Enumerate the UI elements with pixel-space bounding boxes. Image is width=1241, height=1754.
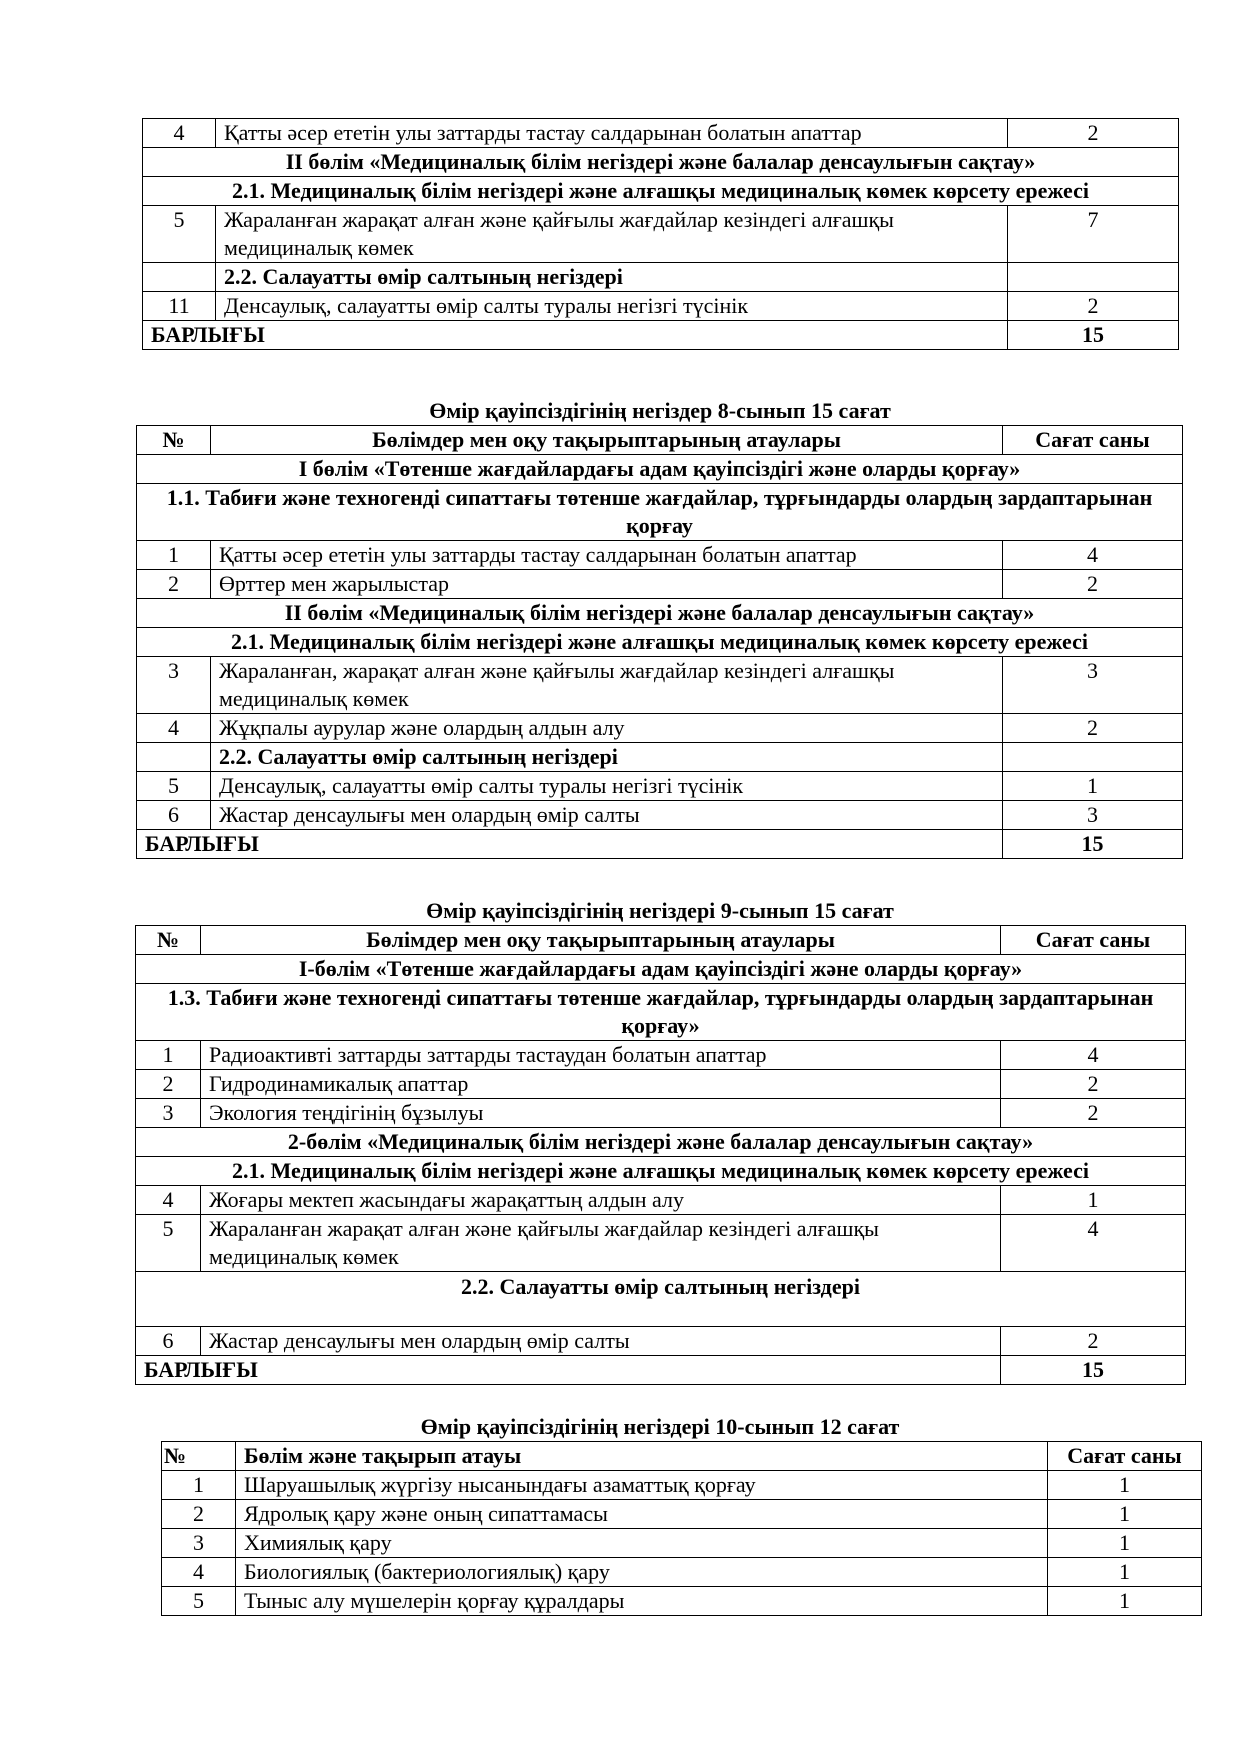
section-title: 1.3. Табиғи және техногенді сипаттағы төтенше жағдайлар, тұрғындарды олардың зардаптарынан қорғау» [136, 984, 1186, 1041]
total-value: 15 [1003, 830, 1183, 859]
row-number: 5 [136, 1215, 201, 1272]
row-number: 2 [137, 570, 211, 599]
row-number: 5 [162, 1587, 236, 1616]
row-topic: Қатты әсер ететін улы заттарды тастау салдарынан болатын апаттар [216, 119, 1008, 148]
grade10-caption: Өмір қауіпсіздігінің негіздері 10-сынып 12 сағат [420, 1414, 900, 1439]
table-row [137, 772, 1183, 801]
table-row [162, 1558, 1202, 1587]
section-title: 1.1. Табиғи және техногенді сипаттағы төтенше жағдайлар, тұрғындарды олардың зардаптарынан қорғау [137, 484, 1183, 541]
row-hours: 4 [1003, 541, 1183, 570]
row-topic: Жоғары мектеп жасындағы жарақаттың алдын алу [201, 1186, 1001, 1215]
header-hours: Сағат саны [1048, 1442, 1202, 1471]
header-hours: Сағат саны [1001, 926, 1186, 955]
header-hours: Сағат саны [1003, 426, 1183, 455]
row-number: 3 [137, 657, 211, 714]
row-number: 3 [136, 1099, 201, 1128]
section-row [137, 484, 1183, 541]
header-row [136, 926, 1186, 955]
row-topic: Өрттер мен жарылыстар [211, 570, 1003, 599]
total-label: БАРЛЫҒЫ [136, 1356, 1001, 1385]
table-row [136, 1327, 1186, 1356]
header-row [137, 426, 1183, 455]
section-title: ІІ бөлім «Медициналық білім негіздері және балалар денсаулығын сақтау» [137, 599, 1183, 628]
table-row [162, 1529, 1202, 1558]
row-hours: 1 [1003, 772, 1183, 801]
section-title: 2-бөлім «Медициналық білім негіздері және балалар денсаулығын сақтау» [136, 1128, 1186, 1157]
row-topic: Тыныс алу мүшелерін қорғау құралдары [236, 1587, 1048, 1616]
row-hours: 1 [1048, 1558, 1202, 1587]
table-row [137, 714, 1183, 743]
row-hours: 1 [1048, 1587, 1202, 1616]
header-topic: Бөлім және тақырып атауы [236, 1442, 1048, 1471]
table-row [162, 1471, 1202, 1500]
table-row [136, 1186, 1186, 1215]
row-hours: 2 [1001, 1327, 1186, 1356]
grade10-table [161, 1441, 1202, 1616]
row-number: 1 [162, 1471, 236, 1500]
row-hours: 3 [1003, 657, 1183, 714]
section-row [137, 628, 1183, 657]
section-row [136, 1272, 1186, 1327]
row-hours: 2 [1003, 714, 1183, 743]
row-topic: Жараланған жарақат алған және қайғылы жағдайлар кезіндегі алғашқы медициналық көмек [216, 206, 1008, 263]
empty-num-cell [137, 743, 211, 772]
row-hours: 1 [1048, 1500, 1202, 1529]
total-row [143, 321, 1179, 350]
grade8-table [136, 425, 1183, 859]
table-continuation [142, 118, 1179, 350]
table-row [162, 1500, 1202, 1529]
row-topic: Қатты әсер ететін улы заттарды тастау салдарынан болатын апаттар [211, 541, 1003, 570]
row-number: 11 [143, 292, 216, 321]
table-row [137, 541, 1183, 570]
empty-hours-cell [1008, 263, 1179, 292]
row-number: 3 [162, 1529, 236, 1558]
header-num: № [136, 926, 201, 955]
total-row [137, 830, 1183, 859]
row-topic: Биологиялық (бактериологиялық) қару [236, 1558, 1048, 1587]
row-hours: 2 [1001, 1099, 1186, 1128]
section-title: 2.1. Медициналық білім негіздері және алғашқы медициналық көмек көрсету ережесі [137, 628, 1183, 657]
row-topic: Гидродинамикалық апаттар [201, 1070, 1001, 1099]
row-number: 4 [162, 1558, 236, 1587]
table-row [136, 1041, 1186, 1070]
table-row [162, 1587, 1202, 1616]
row-topic: Денсаулық, салауатты өмір салты туралы негізгі түсінік [211, 772, 1003, 801]
row-topic: Жараланған жарақат алған және қайғылы жағдайлар кезіндегі алғашқы медициналық көмек [201, 1215, 1001, 1272]
header-num: № [162, 1442, 236, 1471]
total-value: 15 [1008, 321, 1179, 350]
row-topic: Радиоактивті заттарды заттарды тастаудан болатын апаттар [201, 1041, 1001, 1070]
table-row [137, 570, 1183, 599]
row-number: 4 [143, 119, 216, 148]
section-title: 2.1. Медициналық білім негіздері және алғашқы медициналық көмек көрсету ережесі [143, 177, 1179, 206]
subsection-row [137, 743, 1183, 772]
row-number: 4 [136, 1186, 201, 1215]
row-hours: 7 [1008, 206, 1179, 263]
section-row [136, 984, 1186, 1041]
row-hours: 2 [1003, 570, 1183, 599]
row-topic: Шаруашылық жүргізу нысанындағы азаматтық қорғау [236, 1471, 1048, 1500]
section-title: 2.1. Медициналық білім негіздері және алғашқы медициналық көмек көрсету ережесі [136, 1157, 1186, 1186]
row-topic: Экология теңдігінің бұзылуы [201, 1099, 1001, 1128]
subsection-title: 2.2. Салауатты өмір салтының негіздері [211, 743, 1003, 772]
section-row [136, 1128, 1186, 1157]
row-number: 4 [137, 714, 211, 743]
row-hours: 2 [1008, 292, 1179, 321]
total-row [136, 1356, 1186, 1385]
subsection-row [143, 263, 1179, 292]
row-number: 1 [137, 541, 211, 570]
row-hours: 4 [1001, 1215, 1186, 1272]
section-title: І-бөлім «Төтенше жағдайлардағы адам қауіпсіздігі және оларды қорғау» [136, 955, 1186, 984]
section-row [137, 455, 1183, 484]
row-topic: Жұқпалы аурулар және олардың алдын алу [211, 714, 1003, 743]
section-row [143, 148, 1179, 177]
row-number: 6 [137, 801, 211, 830]
header-topic: Бөлімдер мен оқу тақырыптарының атаулары [201, 926, 1001, 955]
total-label: БАРЛЫҒЫ [143, 321, 1008, 350]
section-title: 2.2. Салауатты өмір салтының негіздері [136, 1272, 1186, 1327]
row-hours: 4 [1001, 1041, 1186, 1070]
row-number: 5 [137, 772, 211, 801]
row-topic: Жараланған, жарақат алған және қайғылы жағдайлар кезіндегі алғашқы медициналық көмек [211, 657, 1003, 714]
section-title: І бөлім «Төтенше жағдайлардағы адам қауіпсіздігі және оларды қорғау» [137, 455, 1183, 484]
section-row [136, 955, 1186, 984]
row-topic: Химиялық қару [236, 1529, 1048, 1558]
row-topic: Денсаулық, салауатты өмір салты туралы негізгі түсінік [216, 292, 1008, 321]
subsection-title: 2.2. Салауатты өмір салтының негіздері [216, 263, 1008, 292]
empty-num-cell [143, 263, 216, 292]
total-label: БАРЛЫҒЫ [137, 830, 1003, 859]
row-topic: Ядролық қару және оның сипаттамасы [236, 1500, 1048, 1529]
table-row [136, 1215, 1186, 1272]
table-row [136, 1070, 1186, 1099]
section-row [137, 599, 1183, 628]
row-number: 2 [136, 1070, 201, 1099]
row-hours: 3 [1003, 801, 1183, 830]
section-row [136, 1157, 1186, 1186]
row-number: 1 [136, 1041, 201, 1070]
row-hours: 1 [1048, 1529, 1202, 1558]
section-row [143, 177, 1179, 206]
empty-hours-cell [1003, 743, 1183, 772]
table-row [143, 206, 1179, 263]
row-number: 6 [136, 1327, 201, 1356]
grade9-table [135, 925, 1186, 1385]
section-title: ІІ бөлім «Медициналық білім негіздері және балалар денсаулығын сақтау» [143, 148, 1179, 177]
grade8-caption: Өмір қауіпсіздігінің негіздер 8-сынып 15 сағат [429, 398, 891, 423]
table-row [137, 801, 1183, 830]
row-number: 2 [162, 1500, 236, 1529]
table-row [143, 119, 1179, 148]
grade9-caption: Өмір қауіпсіздігінің негіздері 9-сынып 15 сағат [426, 898, 894, 923]
total-value: 15 [1001, 1356, 1186, 1385]
header-topic: Бөлімдер мен оқу тақырыптарының атаулары [211, 426, 1003, 455]
table-row [143, 292, 1179, 321]
table-row [137, 657, 1183, 714]
table-row [136, 1099, 1186, 1128]
header-row [162, 1442, 1202, 1471]
row-number: 5 [143, 206, 216, 263]
row-hours: 2 [1001, 1070, 1186, 1099]
row-hours: 1 [1048, 1471, 1202, 1500]
row-hours: 1 [1001, 1186, 1186, 1215]
row-topic: Жастар денсаулығы мен олардың өмір салты [211, 801, 1003, 830]
row-topic: Жастар денсаулығы мен олардың өмір салты [201, 1327, 1001, 1356]
header-num: № [137, 426, 211, 455]
row-hours: 2 [1008, 119, 1179, 148]
